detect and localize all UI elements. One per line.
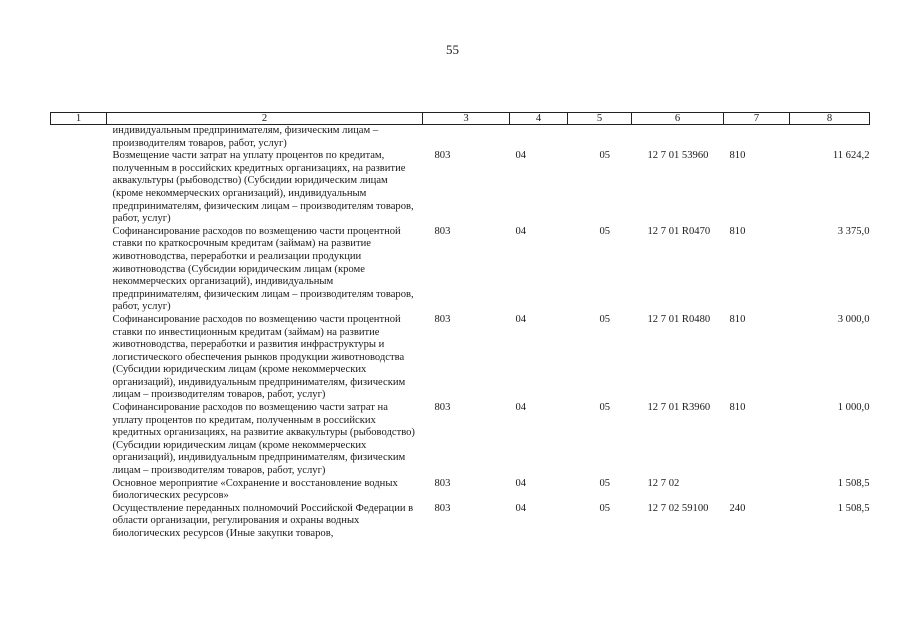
cell-section: 04 xyxy=(515,477,527,489)
cell-amount: 1 508,5 xyxy=(837,477,870,489)
column-header: 3 xyxy=(423,113,510,125)
cell-ministry-code: 803 xyxy=(434,502,451,514)
column-header: 6 xyxy=(632,113,724,125)
cell-subsection: 05 xyxy=(599,402,611,414)
cell-amount xyxy=(790,125,870,151)
column-header: 8 xyxy=(790,113,870,125)
cell-amount: 3 375,0 xyxy=(837,225,870,237)
cell-target-article: 12 7 02 xyxy=(647,477,680,489)
table-row xyxy=(51,503,870,541)
cell-ministry-code: 803 xyxy=(434,402,451,414)
table-row xyxy=(51,150,870,226)
table-header xyxy=(51,113,870,125)
cell-expense-type xyxy=(724,478,790,503)
column-header: 5 xyxy=(568,113,632,125)
cell-target-article: 12 7 01 53960 xyxy=(647,150,709,162)
cell-section: 04 xyxy=(515,402,527,414)
cell-subsection: 05 xyxy=(599,502,611,514)
cell-subsection: 05 xyxy=(599,225,611,237)
cell-ministry-code: 803 xyxy=(434,150,451,162)
budget-table xyxy=(50,112,870,541)
row-description: Софинансирование расходов по возмещению части процентной ставки по краткосрочным кредитам (займам) на развитие животноводства, переработки и реализации продукции животноводства (Субсидии юридическим лицам (кроме некоммерческих организаций), индивидуальным предпринимателям, физическим лицам – производителям товаров, работ, услуг) xyxy=(112,225,414,313)
cell-amount: 1 000,0 xyxy=(837,402,870,414)
cell-section: 04 xyxy=(515,502,527,514)
cell-ministry-code: 803 xyxy=(434,225,451,237)
row-description: Основное мероприятие «Сохранение и восстановление водных биологических ресурсов» xyxy=(112,477,398,502)
row-description: индивидуальным предпринимателям, физическим лицам – производителям товаров, работ, услуг) xyxy=(112,125,379,149)
cell-subsection xyxy=(568,125,632,151)
row-description: Возмещение части затрат на уплату процентов по кредитам, полученным в российских кредитных организациях, на развитие аквакультуры (рыбоводство) (Субсидии юридическим лицам (кроме некоммерческих организаций), индивидуальным предпринимателям, физическим лицам – производителям товаров, работ, услуг) xyxy=(112,150,414,225)
cell-section: 04 xyxy=(515,225,527,237)
row-description: Софинансирование расходов по возмещению части процентной ставки по инвестиционным кредитам (займам) на развитие животноводства, переработки и развития инфраструктуры и логистического обеспечения рынков продукции животноводства (Субсидии юридическим лицам (кроме некоммерческих организаций), индивидуальным предпринимателям, физическим лицам – производителям товаров, работ, услуг) xyxy=(112,313,406,401)
table-row xyxy=(51,226,870,314)
row-description: Осуществление переданных полномочий Российской Федерации в области организации, регулирования и охраны водных биологических ресурсов (Иные закупки товаров, xyxy=(112,502,414,539)
cell-subsection: 05 xyxy=(599,477,611,489)
column-header: 1 xyxy=(51,113,107,125)
cell-target-article xyxy=(632,125,724,151)
cell-expense-type: 810 xyxy=(729,225,746,237)
table-row xyxy=(51,478,870,503)
table-row xyxy=(51,314,870,402)
cell-section xyxy=(510,125,568,151)
cell-expense-type: 810 xyxy=(729,313,746,325)
column-header: 2 xyxy=(107,113,423,125)
page-number: 55 xyxy=(446,42,459,57)
cell-amount: 1 508,5 xyxy=(837,502,870,514)
cell-expense-type: 810 xyxy=(729,150,746,162)
cell-subsection: 05 xyxy=(599,150,611,162)
cell-amount: 3 000,0 xyxy=(837,313,870,325)
cell-section: 04 xyxy=(515,150,527,162)
cell-target-article: 12 7 01 R0470 xyxy=(647,225,711,237)
cell-ministry-code xyxy=(423,125,510,151)
cell-target-article: 12 7 01 R0480 xyxy=(647,313,711,325)
cell-expense-type xyxy=(724,125,790,151)
cell-target-article: 12 7 01 R3960 xyxy=(647,402,711,414)
cell-target-article: 12 7 02 59100 xyxy=(647,502,709,514)
column-header: 4 xyxy=(510,113,568,125)
cell-ministry-code: 803 xyxy=(434,313,451,325)
cell-expense-type: 810 xyxy=(729,402,746,414)
cell-subsection: 05 xyxy=(599,313,611,325)
row-description: Софинансирование расходов по возмещению части затрат на уплату процентов по кредитам, полученным в российских кредитных организациях, на развитие аквакультуры (рыбоводство) (Субсидии юридическим лицам (кроме некоммерческих организаций), индивидуальным предпринимателям, физическим лицам – производителям товаров, работ, услуг) xyxy=(112,402,415,477)
cell-section: 04 xyxy=(515,313,527,325)
cell-expense-type: 240 xyxy=(729,502,746,514)
cell-ministry-code: 803 xyxy=(434,477,451,489)
table-row xyxy=(51,402,870,478)
table-row xyxy=(51,125,870,151)
column-header: 7 xyxy=(724,113,790,125)
cell-amount: 11 624,2 xyxy=(832,150,870,162)
